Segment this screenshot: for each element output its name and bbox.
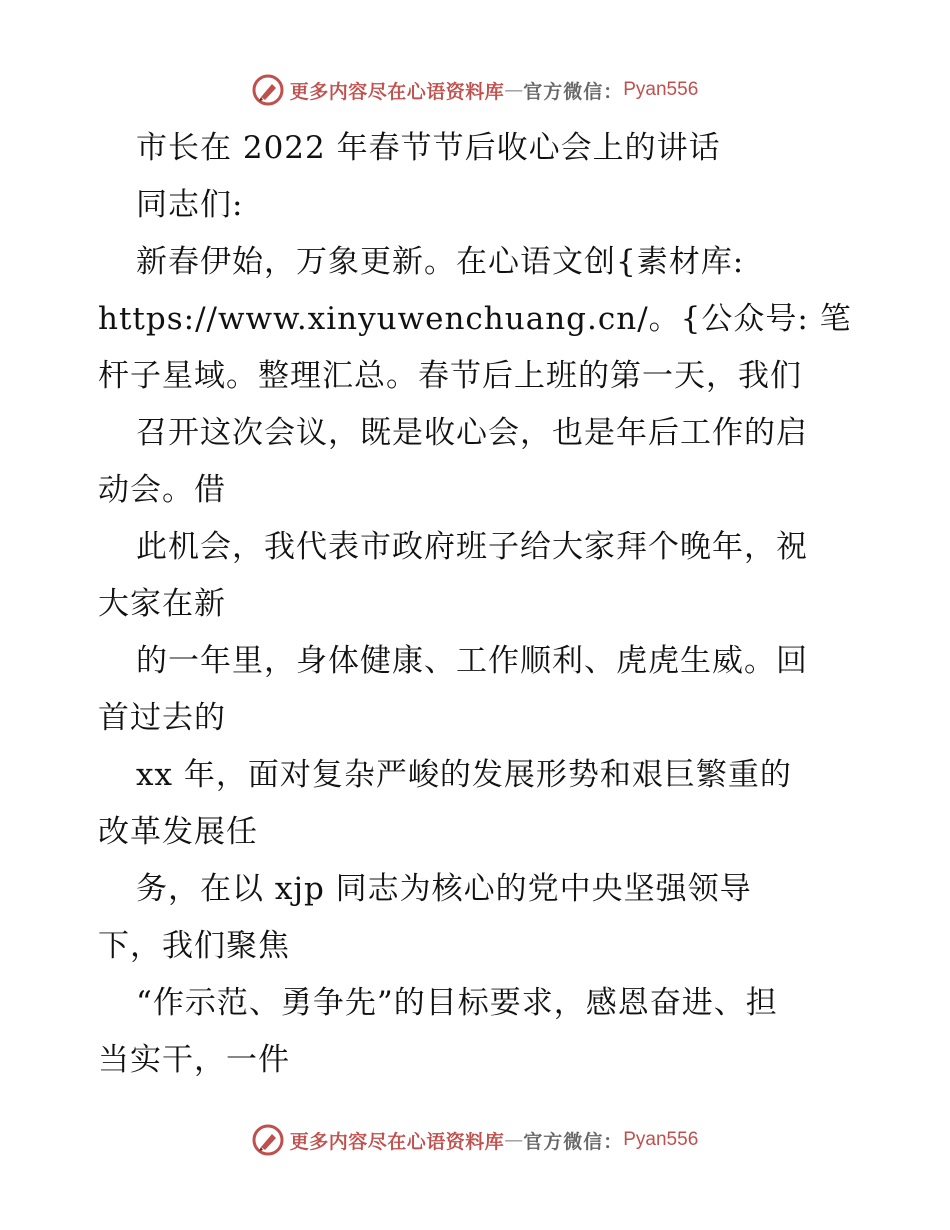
body-line: 大家在新 <box>98 586 226 622</box>
body-line: 此机会，我代表市政府班子给大家拜个晚年，祝 <box>136 529 808 565</box>
body-line: 新春伊始，万象更新。在心语文创{素材库: <box>136 244 745 280</box>
watermark-footer <box>0 1120 950 1160</box>
body-line: 首过去的 <box>98 700 226 736</box>
body-line: https://www.xinyuwenchuang.cn/。{公众号: 笔 <box>98 301 852 337</box>
watermark-text: 更多内容尽在心语资料库 <box>289 80 505 103</box>
watermark-label: 官方微信： <box>523 80 624 103</box>
body-line: 动会。借 <box>98 472 226 508</box>
watermark-separator: — <box>504 79 524 101</box>
salutation: 同志们: <box>136 187 244 223</box>
body-line: 当实干，一件 <box>98 1042 290 1078</box>
watermark-id: Pyan556 <box>623 79 699 100</box>
body-line: “作示范、勇争先”的目标要求，感恩奋进、担 <box>136 985 778 1021</box>
body-line: 务，在以 xjp 同志为核心的党中央坚强领导 <box>136 871 752 907</box>
watermark-separator: — <box>504 1129 524 1151</box>
pen-logo-icon <box>252 74 284 106</box>
body-line: 下，我们聚焦 <box>98 928 290 964</box>
body-line: 的一年里，身体健康、工作顺利、虎虎生威。回 <box>136 643 808 679</box>
pen-logo-icon <box>252 1124 284 1156</box>
body-line: 改革发展任 <box>98 814 258 850</box>
body-line: xx 年，面对复杂严峻的发展形势和艰巨繁重的 <box>136 757 792 793</box>
document-body <box>98 120 858 1089</box>
body-line: 杆子星域。整理汇总。春节后上班的第一天，我们 <box>98 358 802 394</box>
document-title: 市长在 2022 年春节节后收心会上的讲话 <box>136 130 721 166</box>
watermark-label: 官方微信： <box>523 1130 624 1153</box>
watermark-id: Pyan556 <box>623 1129 699 1150</box>
watermark-header <box>0 70 950 110</box>
watermark-text: 更多内容尽在心语资料库 <box>289 1130 505 1153</box>
body-line: 召开这次会议，既是收心会，也是年后工作的启 <box>136 415 808 451</box>
